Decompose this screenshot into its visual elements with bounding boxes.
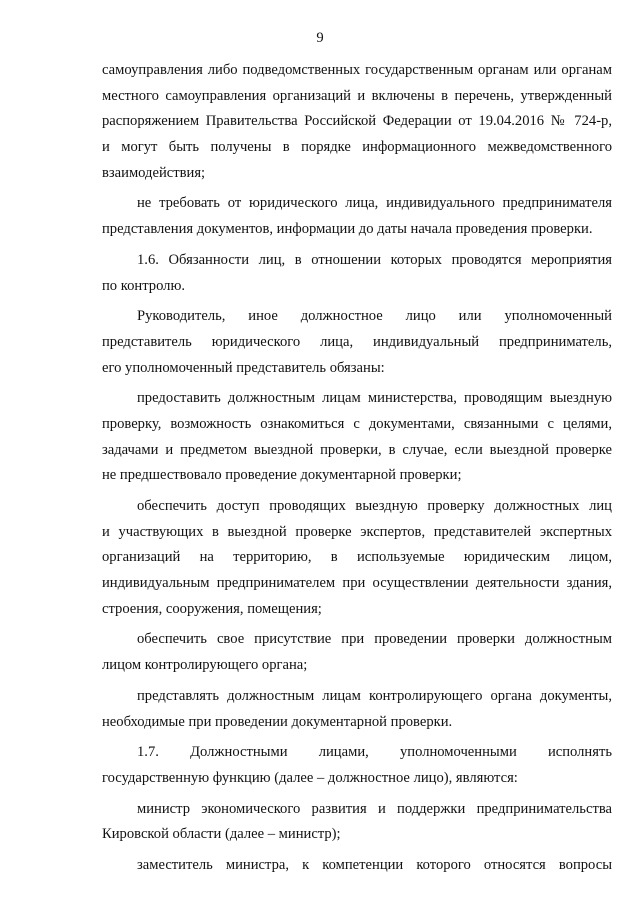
text-line: индивидуальным предпринимателем при осуществлении деятельности здания,: [102, 575, 612, 592]
text-line: лицом контролирующего органа;: [102, 657, 308, 674]
text-line: его уполномоченный представитель обязаны:: [102, 359, 385, 376]
text-line: и могут быть получены в порядке информационного межведомственного: [102, 139, 612, 156]
paragraph: [102, 304, 612, 381]
text-line: самоуправления либо подведомственных государственным органам или органам: [102, 62, 612, 78]
paragraph: [102, 797, 612, 848]
text-line: не требовать от юридического лица, индивидуального предпринимателя: [137, 195, 612, 212]
paragraph: [102, 740, 612, 791]
paragraph: [102, 684, 612, 735]
text-line: Кировской области (далее – министр);: [102, 826, 341, 843]
text-line: и участвующих в выездной проверке экспертов, представителей экспертных: [102, 523, 612, 540]
paragraph: [102, 248, 612, 299]
text-line: министр экономического развития и поддержки предпринимательства: [137, 800, 612, 817]
page-number: 9: [316, 30, 324, 46]
text-line: проверку, возможность ознакомиться с документами, связанными с целями,: [102, 415, 612, 432]
text-line: распоряжением Правительства Российской Федерации от 19.04.2016 № 724-р,: [102, 113, 612, 130]
text-line: необходимые при проведении документарной проверки.: [102, 713, 453, 730]
text-line: государственную функцию (далее – должностное лицо), являются:: [102, 769, 518, 786]
paragraph: [102, 191, 612, 242]
text-line: заместитель министра, к компетенции которого относятся вопросы: [137, 856, 612, 873]
paragraph: [102, 386, 612, 489]
text-line: предоставить должностным лицам министерства, проводящим выездную: [137, 390, 612, 407]
text-line: представления документов, информации до даты начала проведения проверки.: [102, 221, 593, 238]
text-line: взаимодействия;: [102, 164, 206, 181]
text-line: организаций на территорию, в используемые юридическим лицом,: [102, 549, 612, 566]
text-line: обеспечить доступ проводящих выездную проверку должностных лиц: [137, 498, 612, 514]
paragraph: [102, 58, 612, 186]
text-line: Руководитель, иное должностное лицо или уполномоченный: [137, 308, 612, 325]
text-line: задачами и предметом выездной проверки, в случае, если выездной проверке: [102, 441, 612, 458]
text-line: 1.6. Обязанности лиц, в отношении которых проводятся мероприятия: [137, 251, 612, 268]
text-line: представитель юридического лица, индивидуальный предприниматель,: [102, 333, 612, 350]
text-line: обеспечить свое присутствие при проведении проверки должностным: [137, 631, 612, 648]
text-line: по контролю.: [102, 277, 186, 294]
text-line: 1.7. Должностными лицами, уполномоченными исполнять: [137, 744, 612, 761]
text-line: строения, сооружения, помещения;: [102, 600, 322, 617]
text-line: представлять должностным лицам контролирующего органа документы,: [137, 687, 612, 704]
paragraph: [102, 627, 612, 678]
paragraph: [102, 494, 612, 622]
text-line: местного самоуправления организаций и включены в перечень, утвержденный: [102, 87, 612, 104]
document-body: [102, 58, 612, 879]
paragraph: [102, 853, 612, 879]
text-line: не предшествовало проведение документарной проверки;: [102, 467, 462, 484]
